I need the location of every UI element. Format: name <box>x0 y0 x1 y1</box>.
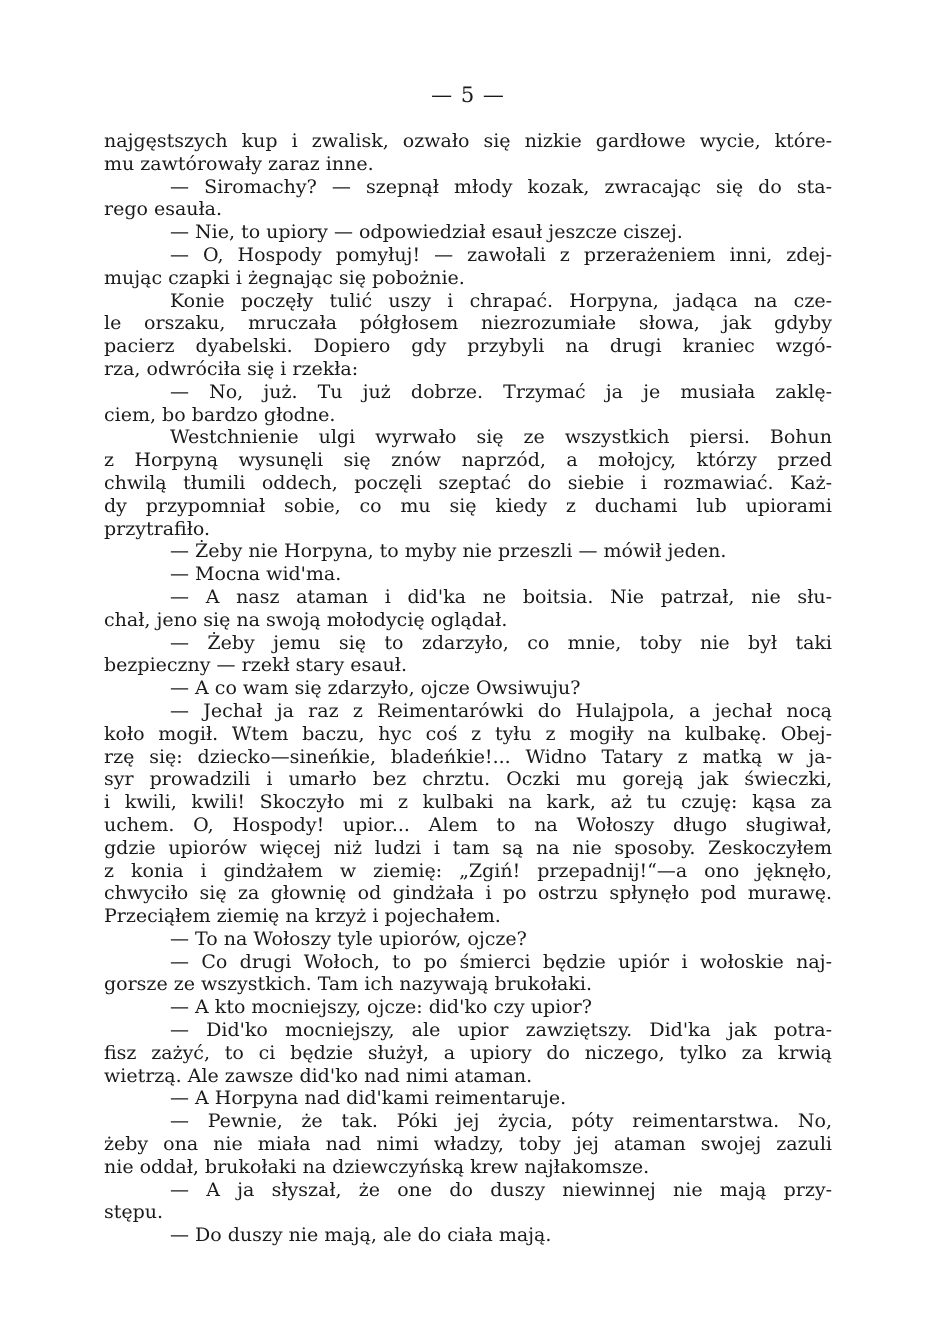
text-line: — A co wam się zdarzyło, ojcze Owsiwuju? <box>170 677 581 700</box>
text-line: uchem. O, Hospody! upior... Alem to na Wołoszy długo sługiwał, <box>104 813 832 836</box>
text-line: chwilą tłumili oddech, poczęli szeptać do siebie i rozmawiać. Każ- <box>104 471 832 494</box>
text-line: — O, Hospody pomyłuj! — zawołali z przerażeniem inni, zdej- <box>170 243 832 266</box>
text-line: — Żeby nie Horpyna, to myby nie przeszli — mówił jeden. <box>170 540 727 563</box>
text-line: le orszaku, mruczała półgłosem niezrozumiałe słowa, jak gdyby <box>104 312 832 335</box>
text-line: — No, już. Tu już dobrze. Trzymać ja je musiała zaklę- <box>170 380 832 403</box>
text-line: stępu. <box>104 1201 164 1224</box>
text-line: — Do duszy nie mają, ale do ciała mają. <box>170 1224 552 1247</box>
text-line: — Siromachy? — szepnął młody kozak, zwracając się do sta- <box>170 175 832 198</box>
text-line: — A nasz ataman i did'ka ne boitsia. Nie patrzał, nie słu- <box>170 585 832 608</box>
text-line: — A ja słyszał, że one do duszy niewinnej nie mają przy- <box>170 1178 832 1201</box>
text-line: mując czapki i żegnając się pobożnie. <box>104 266 465 289</box>
text-line: koło mogił. Wtem baczu, hyc coś z tyłu z mogiły na kulbakę. Obej- <box>104 722 832 745</box>
text-line: Przeciąłem ziemię na krzyż i pojechałem. <box>104 905 501 928</box>
text-line: mu zawtórowały zaraz inne. <box>104 152 374 175</box>
text-line: bezpieczny — rzekł stary esauł. <box>104 654 407 677</box>
text-line: nie oddał, brukołaki na dziewczyńską krew najłakomsze. <box>104 1155 650 1178</box>
text-line: przytrafiło. <box>104 517 211 540</box>
text-line: z Horpyną wysunęli się znów naprzód, a mołojcy, którzy przed <box>104 449 832 472</box>
text-line: — Nie, to upiory — odpowiedział esauł jeszcze ciszej. <box>170 221 683 244</box>
text-line: ciem, bo bardzo głodne. <box>104 403 336 426</box>
text-line: Westchnienie ulgi wyrwało się ze wszystkich piersi. Bohun <box>170 426 832 449</box>
text-line: — To na Wołoszy tyle upiorów, ojcze? <box>170 927 527 950</box>
text-line: najgęstszych kup i zwalisk, ozwało się nizkie gardłowe wycie, które- <box>104 130 832 152</box>
text-line: — Mocna wid'ma. <box>170 563 342 586</box>
text-line: dy przypomniał sobie, co mu się kiedy z duchami lub upiorami <box>104 494 832 517</box>
text-line: — A kto mocniejszy, ojcze: did'ko czy upior? <box>170 996 592 1019</box>
text-line: Konie poczęły tulić uszy i chrapać. Horpyna, jadąca na cze- <box>170 289 832 312</box>
text-line: z konia i gindżałem w ziemię: „Zgiń! przepadnij!“—a ono jęknęło, <box>104 859 832 882</box>
page-number: — 5 — <box>431 83 505 107</box>
text-line: — Pewnie, że tak. Póki jej życia, póty reimentarstwa. No, <box>170 1110 832 1133</box>
body-text <box>104 130 832 1247</box>
text-line: rzę się: dziecko—sineńkie, bladeńkie!... Widno Tatary z matką w ja- <box>104 745 832 768</box>
text-line: — Did'ko mocniejszy, ale upior zawziętszy. Did'ka jak potra- <box>170 1019 832 1042</box>
text-line: gorsze ze wszystkich. Tam ich nazywają brukołaki. <box>104 973 592 996</box>
text-line: rego esauła. <box>104 198 223 221</box>
text-line: żeby ona nie miała nad nimi władzy, toby jej ataman swojej zazuli <box>104 1133 832 1156</box>
text-line: syr prowadzili i umarło bez chrztu. Oczki mu goreją jak świeczki, <box>104 768 832 791</box>
text-line: i kwili, kwili! Skoczyło mi z kulbaki na kark, aż tu czuję: kąsa za <box>104 791 832 814</box>
text-line: — Jechał ja raz z Reimentarówki do Hulajpola, a jechał nocą <box>170 699 832 722</box>
text-line: chwyciło się za głownię od gindżała i po ostrzu spłynęło pod murawę. <box>104 882 832 905</box>
text-line: wietrzą. Ale zawsze did'ko nad nimi ataman. <box>104 1064 533 1087</box>
text-line: pacierz dyabelski. Dopiero gdy przybyli na drugi kraniec wzgó- <box>104 335 832 358</box>
text-line: fisz zażyć, to ci będzie służył, a upiory do niczego, tylko za krwią <box>104 1041 832 1064</box>
text-line: chał, jeno się na swoją mołodycię oglądał. <box>104 608 508 631</box>
text-line: rza, odwróciła się i rzekła: <box>104 357 359 380</box>
text-line: — Żeby jemu się to zdarzyło, co mnie, toby nie był taki <box>170 631 832 654</box>
text-line: — A Horpyna nad did'kami reimentaruje. <box>170 1087 567 1110</box>
text-line: gdzie upiorów więcej niż ludzi i tam są na nie sposoby. Zeskoczyłem <box>104 836 832 859</box>
text-line: — Co drugi Wołoch, to po śmierci będzie upiór i wołoskie naj- <box>170 950 832 973</box>
